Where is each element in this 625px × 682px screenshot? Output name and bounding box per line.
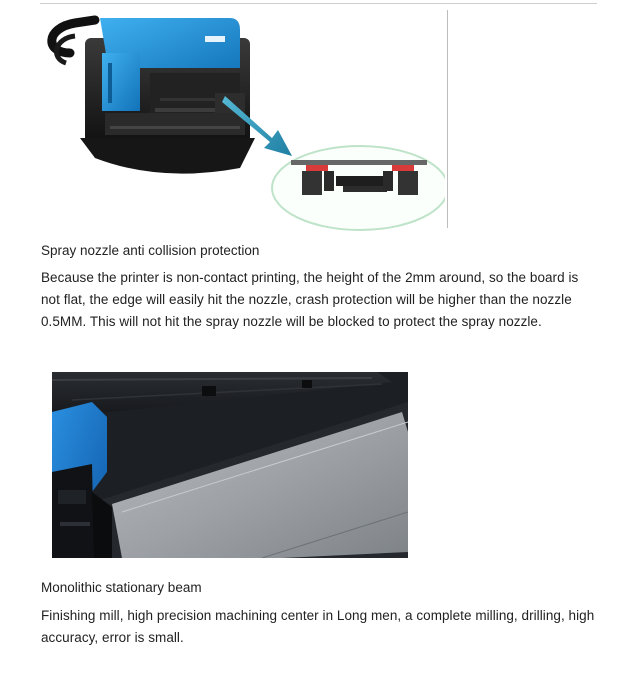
section-heading-stationary-beam: Monolithic stationary beam	[41, 580, 202, 595]
stationary-beam-photo	[52, 372, 408, 558]
section-heading-spray-nozzle: Spray nozzle anti collision protection	[41, 243, 260, 258]
top-divider	[40, 3, 597, 4]
section-body-spray-nozzle: Because the printer is non-contact printing, the height of the 2mm around, so the board is not flat, the edge will easily hit the nozzle, crash protection will be higher than the nozzle 0.5MM. This will not hit the spray nozzle will be blocked to protect the spray nozzle.	[41, 270, 579, 329]
section-body-stationary-beam: Finishing mill, high precision machining center in Long men, a complete milling, drilling, high accuracy, error is small.	[41, 608, 595, 645]
figure-divider	[447, 10, 448, 228]
print-head-anti-collision-photo	[40, 8, 445, 233]
